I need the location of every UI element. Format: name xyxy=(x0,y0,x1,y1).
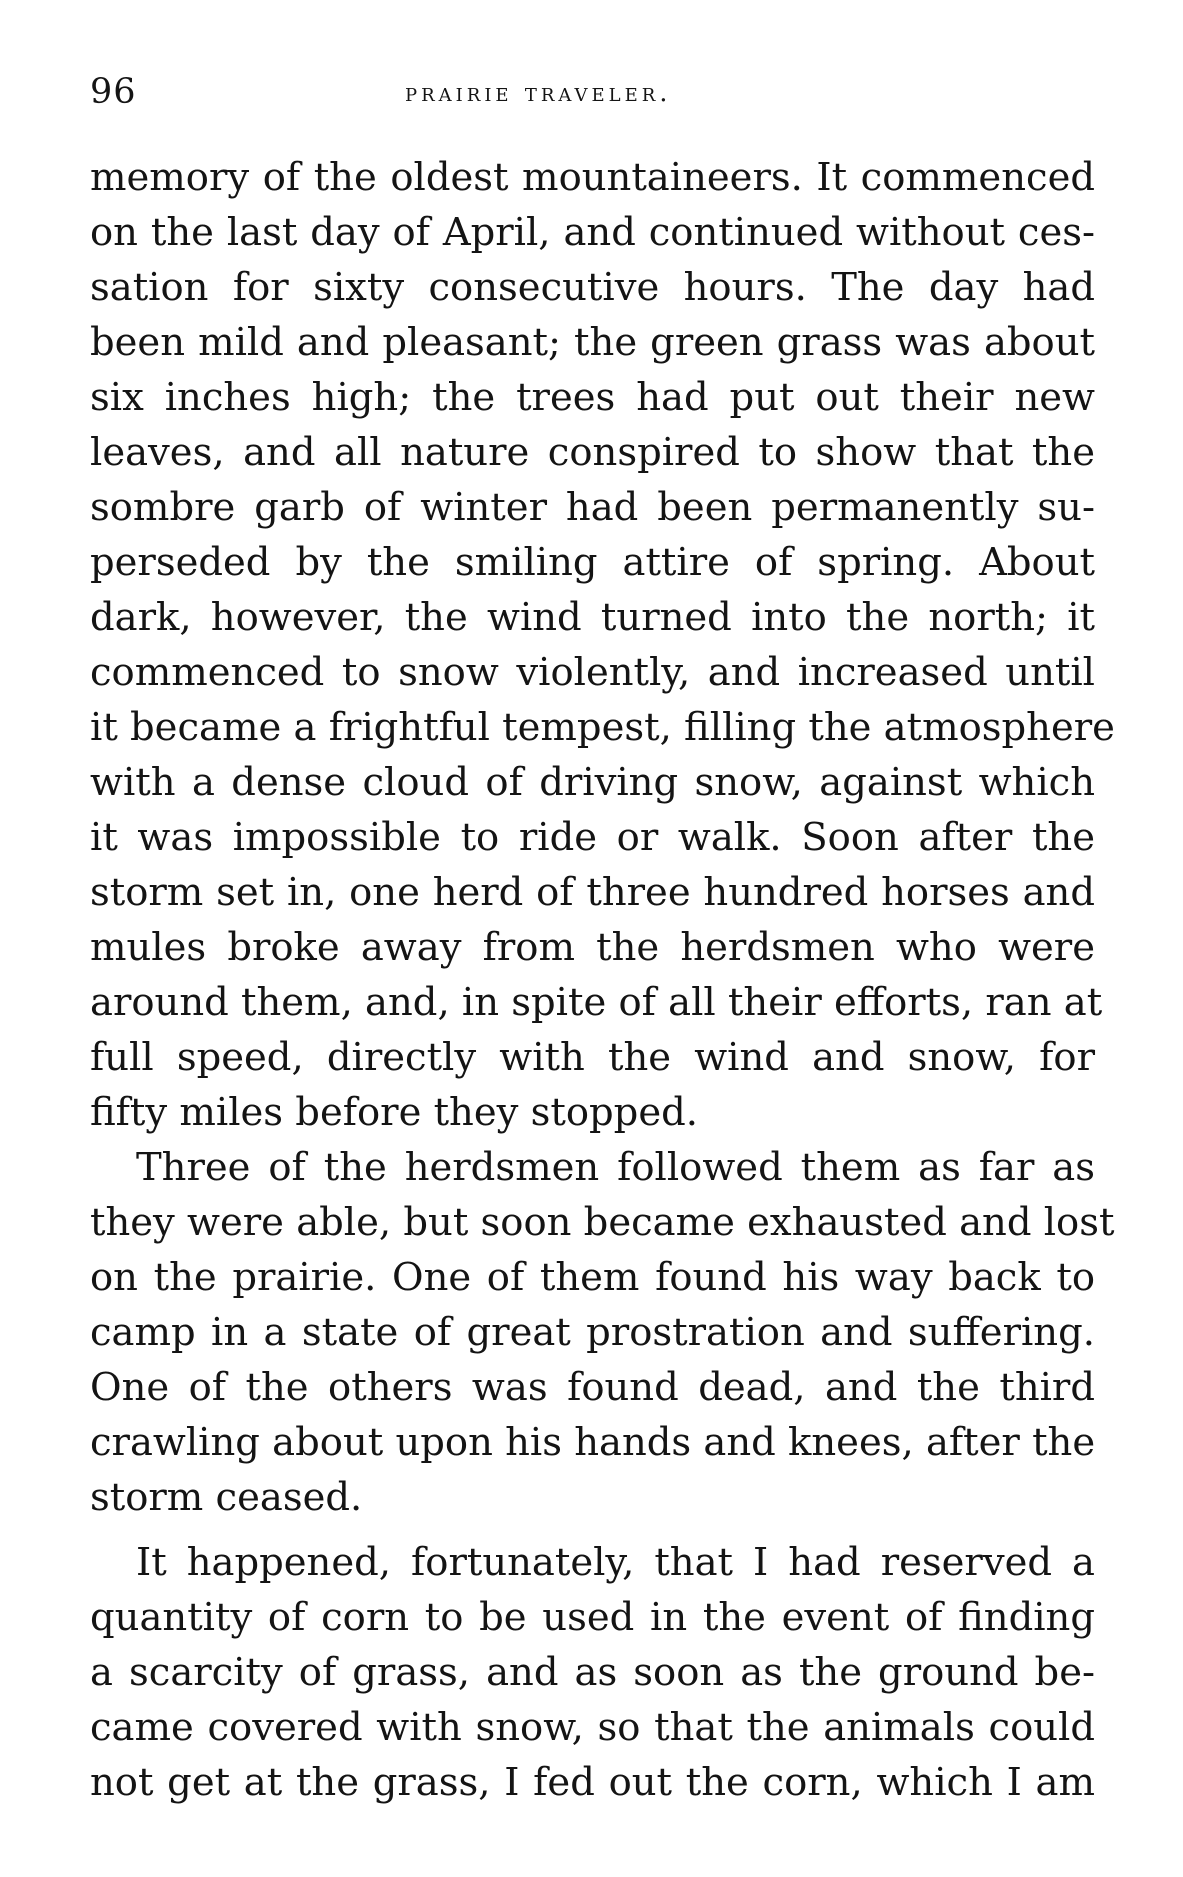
text-line: with a dense cloud of driving snow, against which xyxy=(90,760,1095,805)
text-line: they were able, but soon became exhausted and lost xyxy=(90,1200,1115,1245)
text-line: a scarcity of grass, and as soon as the ground be- xyxy=(90,1650,1095,1695)
text-line: six inches high; the trees had put out their new xyxy=(90,375,1095,420)
text-line: sombre garb of winter had been permanently su- xyxy=(90,485,1095,530)
text-line: came covered with snow, so that the animals could xyxy=(90,1705,1095,1750)
text-line: not get at the grass, I fed out the corn, which I am xyxy=(90,1760,1095,1805)
body-text xyxy=(90,150,1115,1810)
text-line: sation for sixty consecutive hours. The day had xyxy=(90,265,1095,310)
text-line: it was impossible to ride or walk. Soon after the xyxy=(90,815,1095,860)
text-line: on the prairie. One of them found his way back to xyxy=(90,1255,1095,1300)
text-line: camp in a state of great prostration and suffering. xyxy=(90,1310,1095,1355)
text-line: storm ceased. xyxy=(90,1475,363,1520)
text-line: full speed, directly with the wind and snow, for xyxy=(90,1035,1095,1080)
text-line: storm set in, one herd of three hundred horses and xyxy=(90,870,1095,915)
text-line: it became a frightful tempest, filling the atmosphere xyxy=(90,705,1115,750)
text-line: memory of the oldest mountaineers. It commenced xyxy=(90,155,1095,200)
text-line: quantity of corn to be used in the event of finding xyxy=(90,1595,1095,1640)
paragraph-gap xyxy=(90,1525,1095,1535)
text-line: been mild and pleasant; the green grass was about xyxy=(90,320,1095,365)
text-line: leaves, and all nature conspired to show that the xyxy=(90,430,1095,475)
text-line: perseded by the smiling attire of spring. About xyxy=(90,540,1095,585)
text-line: fifty miles before they stopped. xyxy=(90,1090,698,1135)
paragraph xyxy=(90,1535,1095,1810)
running-head: prairie traveler. xyxy=(405,78,672,108)
text-line: commenced to snow violently, and increased until xyxy=(90,650,1095,695)
paragraph xyxy=(90,1140,1115,1525)
text-line: It happened, fortunately, that I had reserved a xyxy=(136,1540,1095,1585)
text-line: mules broke away from the herdsmen who were xyxy=(90,925,1095,970)
paragraph xyxy=(90,150,1115,1140)
text-line: crawling about upon his hands and knees, after the xyxy=(90,1420,1096,1465)
text-line: dark, however, the wind turned into the north; it xyxy=(90,595,1095,640)
page-number: 96 xyxy=(90,72,137,112)
text-line: Three of the herdsmen followed them as far as xyxy=(136,1145,1095,1190)
text-line: One of the others was found dead, and the third xyxy=(90,1365,1095,1410)
text-line: around them, and, in spite of all their efforts, ran at xyxy=(90,980,1103,1025)
text-line: on the last day of April, and continued without ces- xyxy=(90,210,1095,255)
